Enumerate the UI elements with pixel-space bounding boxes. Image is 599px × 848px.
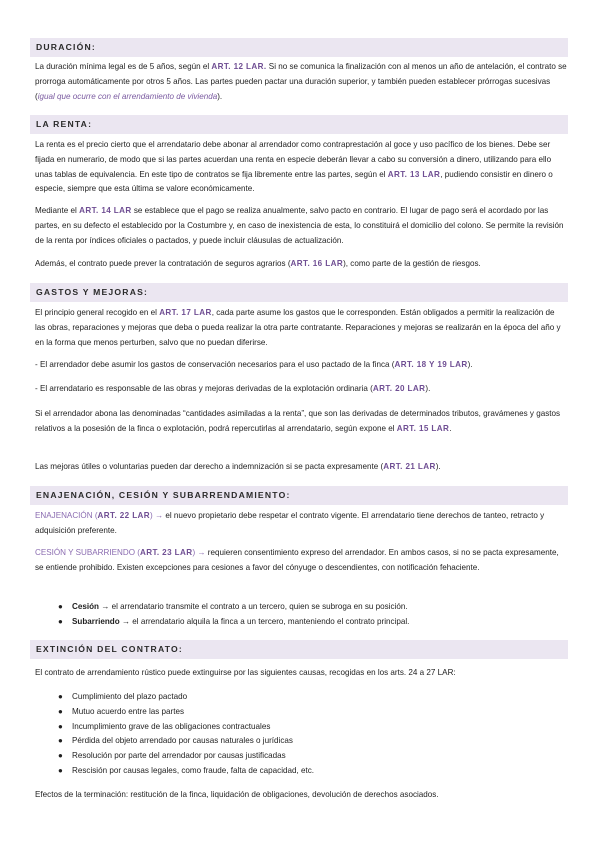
article-ref: ART. 22 LAR: [97, 511, 151, 520]
list-item: ● Cesión → el arrendatario transmite el contrato a un tercero, quien se subroga en su posición.: [58, 600, 568, 615]
article-ref: ART. 17 LAR: [159, 308, 212, 317]
enajenacion-paragraph-2: CESIÓN Y SUBARRIENDO (ART. 23 LAR) → requieren consentimiento expreso del arrendador. En ambos casos, si no se pacta expresamente, se entiende prohibido. Existen excepciones para cesiones a favor del cónyuge o descendientes, con notificación fehaciente.: [35, 548, 559, 572]
bullet-icon: ●: [58, 706, 63, 716]
bullet-icon: ●: [58, 721, 63, 731]
renta-paragraph-1: La renta es el precio cierto que el arrendatario debe abonar al arrendador como contraprestación al goce y uso pacífico de los bienes. Debe ser fijada en numerario, de modo que si las partes acuerdan una renta en especie deberán llevar a cabo su conversión a dinero, utilizando para ello unas tablas de equivalencia. En este tipo de contratos se fija libremente entre las partes, según el ART. 13 LAR, pudiendo consistir en dinero o especie, siempre que esta última se valore económicamente.: [35, 140, 553, 194]
extincion-bullet-list: [58, 690, 568, 779]
section-header-duracion: DURACIÓN:: [30, 38, 568, 57]
article-ref: ART. 20 LAR: [372, 384, 426, 393]
gastos-paragraph-1: El principio general recogido en el ART. 17 LAR, cada parte asume los gastos que le corresponden. Están obligados a permitir la realización de las obras, reparaciones y mejoras que deba o pueda realizar la otra parte contratante. Reparaciones y mejoras se realizarán en la época del año y en la forma que menos perturben, salvo que no puedan diferirse.: [35, 308, 561, 347]
article-ref: ART. 13 LAR: [387, 169, 441, 179]
gastos-paragraph-5: Las mejoras útiles o voluntarias pueden dar derecho a indemnización si se pacta expresamente (ART. 21 LAR).: [35, 462, 441, 471]
section-header-extincion: EXTINCIÓN DEL CONTRATO:: [30, 640, 568, 659]
section-header-renta: LA RENTA:: [30, 115, 568, 134]
bullet-icon: ●: [58, 616, 63, 626]
article-ref: ART. 15 LAR: [396, 423, 450, 433]
article-ref: ART. 18 Y 19 LAR: [394, 360, 468, 369]
bullet-icon: ●: [58, 602, 63, 611]
list-item: ● Incumplimiento grave de las obligaciones contractuales: [58, 720, 568, 735]
article-ref: ART. 12 LAR.: [211, 62, 267, 71]
bullet-icon: ●: [58, 751, 63, 761]
enajenacion-paragraph-1: ENAJENACIÓN (ART. 22 LAR) → el nuevo propietario debe respetar el contrato vigente. El arrendatario tiene derechos de tanteo, retracto y adquisición preferente.: [35, 511, 545, 535]
list-item: ● Pérdida del objeto arrendado por causas naturales o jurídicas: [58, 734, 568, 749]
renta-paragraph-2: Mediante el ART. 14 LAR se establece que el pago se realiza anualmente, salvo pacto en contrario. El lugar de pago será el acordado por las partes, en su defecto el establecido por la Costumbre y, en caso de inexistencia de esta, lo constituirá el domicilio del colono. Se permite la revisión de la renta por índices oficiales o pactados, y puede incluir cláusulas de actualización.: [35, 206, 564, 245]
bullet-icon: ●: [58, 765, 63, 775]
article-ref: ART. 14 LAR: [79, 206, 132, 215]
renta-paragraph-3: Además, el contrato puede prever la contratación de seguros agrarios (ART. 16 LAR), como parte de la gestión de riesgos.: [35, 259, 481, 268]
list-item: ● Cumplimiento del plazo pactado: [58, 690, 568, 705]
list-item: ● Subarriendo → el arrendatario alquila la finca a un tercero, manteniendo el contrato principal.: [58, 615, 568, 630]
extincion-paragraph-2: Efectos de la terminación: restitución de la finca, liquidación de obligaciones, devolución de derechos asociados.: [35, 790, 439, 799]
section-header-enajenacion: ENAJENACIÓN, CESIÓN Y SUBARRENDAMIENTO:: [30, 486, 568, 505]
article-ref: ART. 21 LAR: [383, 462, 436, 471]
enajenacion-bullet-list: [58, 600, 568, 630]
article-ref: ART. 16 LAR: [290, 259, 344, 268]
article-ref: ART. 23 LAR: [139, 548, 193, 557]
bullet-icon: ●: [58, 692, 63, 701]
list-item: ● Resolución por parte del arrendador por causas justificadas: [58, 749, 568, 764]
list-item: ● Rescisión por causas legales, como fraude, falta de capacidad, etc.: [58, 764, 568, 779]
bullet-icon: ●: [58, 736, 63, 746]
gastos-paragraph-2: - El arrendador debe asumir los gastos de conservación necesarios para el uso pactado de la finca (ART. 18 Y 19 LAR).: [35, 360, 473, 369]
list-item: ● Mutuo acuerdo entre las partes: [58, 705, 568, 720]
gastos-paragraph-3: - El arrendatario es responsable de las obras y mejoras derivadas de la explotación ordinaria (ART. 20 LAR).: [35, 384, 431, 393]
extincion-paragraph-1: El contrato de arrendamiento rústico puede extinguirse por las siguientes causas, recogidas en los arts. 24 a 27 LAR:: [35, 668, 456, 677]
section-header-gastos: GASTOS Y MEJORAS:: [30, 283, 568, 302]
gastos-paragraph-4: Si el arrendador abona las denominadas “cantidades asimiladas a la renta”, que son las derivadas de determinados tributos, gravámenes y gastos relativos a la posesión de la finca o explotación, podrá repercutirlas al arrendatario, según expone el ART. 15 LAR.: [35, 409, 561, 433]
duracion-paragraph: La duración mínima legal es de 5 años, según el ART. 12 LAR. Si no se comunica la finalización con al menos un año de antelación, el contrato se prorroga automáticamente por otros 5 años. Las partes pueden pactar una duración superior, y también pueden establecer prórrogas sucesivas (igual que ocurre con el arrendamiento de vivienda).: [35, 62, 567, 101]
